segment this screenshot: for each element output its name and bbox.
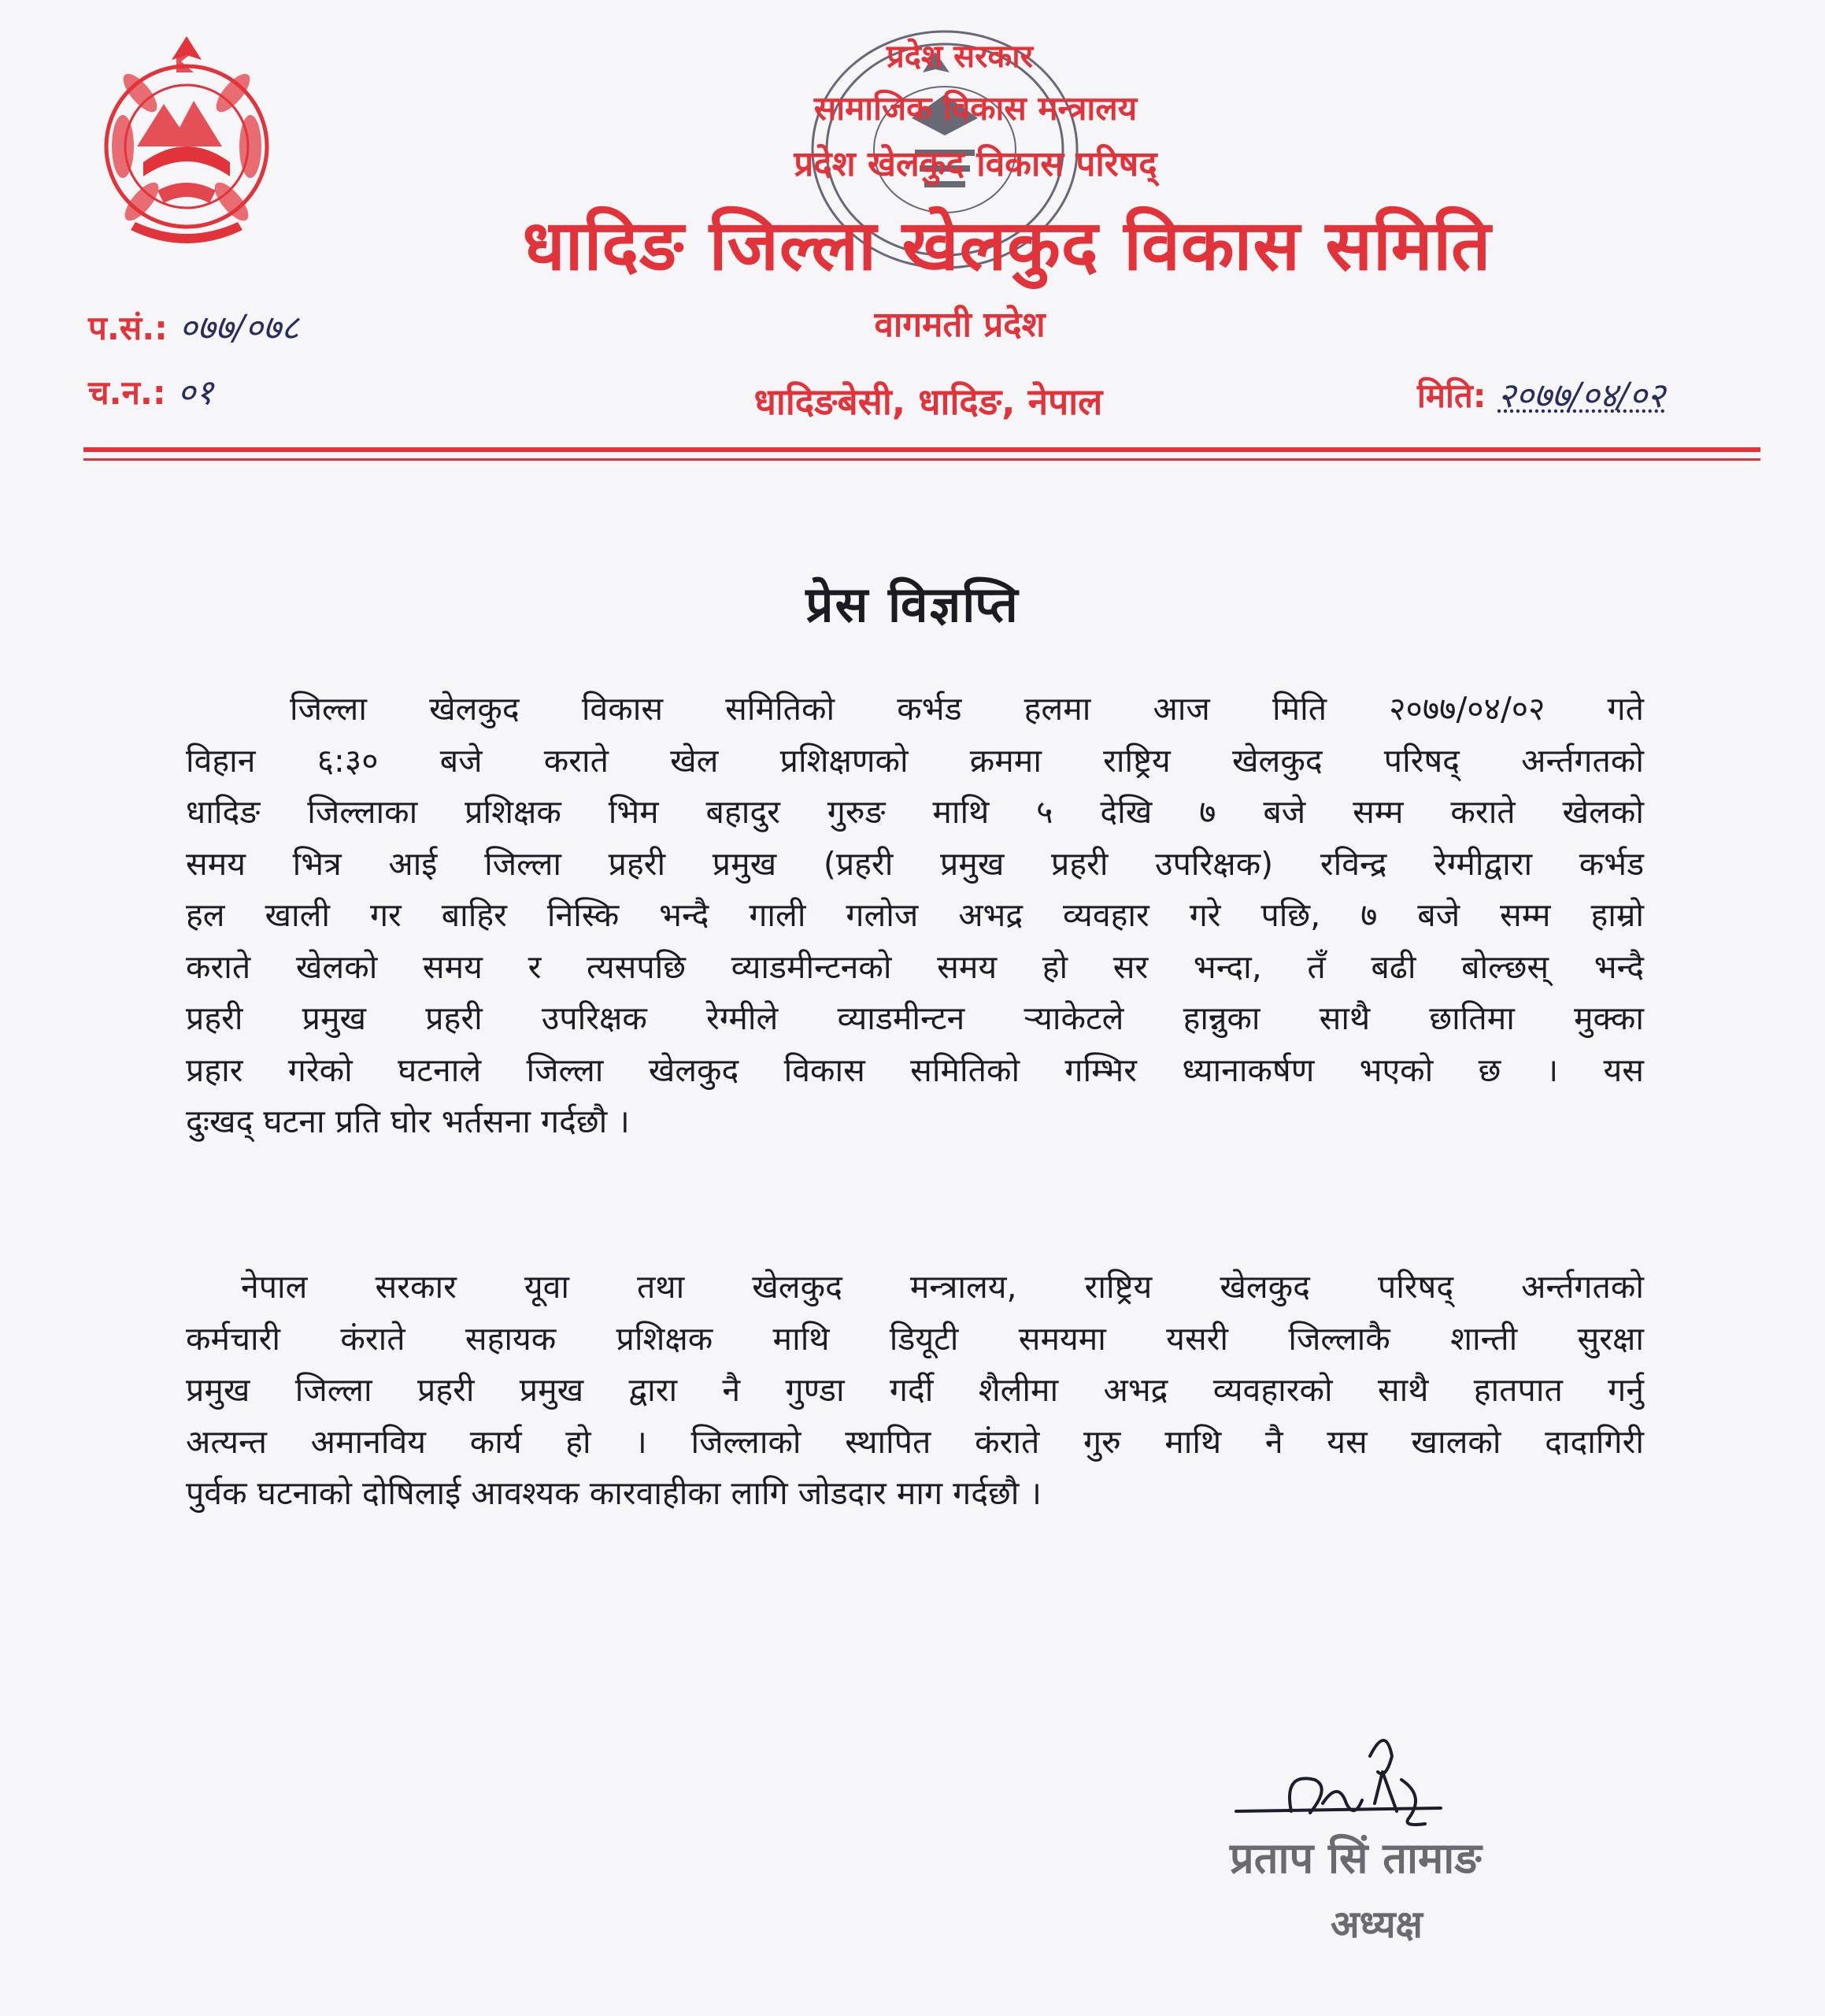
letter-date-value: २०७७/०४/०२ [1497, 376, 1665, 416]
header-organization: धादिङ जिल्ला खेलकुद विकास समिति [522, 205, 1492, 286]
body-line: हल खाली गर बाहिर निस्कि भन्दै गाली गलोज अभद्र व्यवहार गरे पछि, ७ बजे सम्म हाम्रो [186, 896, 1644, 934]
dispatch-number [88, 367, 213, 414]
header-council: प्रदेश खेलकुद विकास परिषद् [794, 144, 1157, 184]
body-line: नेपाल सरकार यूवा तथा खेलकुद मन्त्रालय, राष्ट्रिय खेलकुद परिषद् अर्न्तगतको [241, 1268, 1644, 1306]
body-line: विहान ६:३० बजे कराते खेल प्रशिक्षणको क्रममा राष्ट्रिय खेलकुद परिषद् अर्न्तगतको [186, 741, 1644, 780]
header-province: वागमती प्रदेश [874, 305, 1046, 345]
signature-icon [1228, 1725, 1464, 1835]
header-rule-thick [83, 447, 1760, 452]
body-line: प्रहार गरेको घटनाले जिल्ला खेलकुद विकास समितिको गम्भिर ध्यानाकर्षण भएको छ । यस [186, 1051, 1644, 1089]
body-line: कर्मचारी कंराते सहायक प्रशिक्षक माथि डियूटी समयमा यसरी जिल्लाकै शान्ती सुरक्षा [186, 1319, 1644, 1358]
dispatch-number-label: च.न.: [88, 373, 166, 412]
header-government: प्रदेश सरकार [887, 39, 1033, 75]
body-line: प्रहरी प्रमुख प्रहरी उपरिक्षक रेग्मीले व्याडमीन्टन र्‍याकेटले हान्नुका साथै छातिमा मुक्का [186, 999, 1644, 1037]
letter-number-label: प.सं.: [88, 309, 168, 347]
signatory-position: अध्यक्ष [1331, 1903, 1423, 1947]
letter-number [88, 302, 299, 350]
body-line: धादिङ जिल्लाका प्रशिक्षक भिम बहादुर गुरुङ माथि ५ देखि ७ बजे सम्म कराते खेलको [186, 793, 1644, 831]
header-ministry: सामाजिक विकास मन्त्रालय [813, 89, 1138, 128]
body-line: समय भित्र आई जिल्ला प्रहरी प्रमुख (प्रहरी प्रमुख प्रहरी उपरिक्षक) रविन्द्र रेग्मीद्वारा कर्भड [186, 844, 1644, 883]
body-line: पुर्वक घटनाको दोषिलाई आवश्यक कारवाहीका लागि जोडदार माग गर्दछौ । [186, 1474, 1042, 1512]
letter-date-label: मिति: [1417, 376, 1486, 415]
letter-number-value: ०७७/०७८ [179, 308, 299, 348]
body-paragraph-1 [186, 684, 1644, 1148]
header-address: धादिङबेसी, धादिङ, नेपाल [753, 380, 1103, 423]
body-line: जिल्ला खेलकुद विकास समितिको कर्भड हलमा आज मिति २०७७/०४/०२ गते [290, 690, 1644, 728]
body-line: दुःखद् घटना प्रति घोर भर्तसना गर्दछौ । [186, 1102, 630, 1140]
page-title: प्रेस विज्ञप्ति [805, 576, 1020, 633]
body-line: प्रमुख जिल्ला प्रहरी प्रमुख द्वारा नै गुण्डा गर्दी शैलीमा अभद्र व्यवहारको साथै हातपात गर्नु [186, 1371, 1644, 1409]
body-line: कराते खेलको समय र त्यसपछि व्याडमीन्टनको समय हो सर भन्दा, तँ बढी बोल्छस् भन्दै [186, 947, 1644, 986]
body-line: अत्यन्त अमानविय कार्य हो । जिल्लाको स्थापित कंराते गुरु माथि नै यस खालको दादागिरी [186, 1422, 1644, 1461]
dispatch-number-value: ०१ [177, 372, 214, 413]
signatory-name: प्रताप सिं तामाङ [1230, 1833, 1482, 1883]
header-rule-thin [83, 458, 1760, 461]
body-paragraph-2 [186, 1262, 1644, 1520]
letter-date [1417, 370, 1665, 417]
